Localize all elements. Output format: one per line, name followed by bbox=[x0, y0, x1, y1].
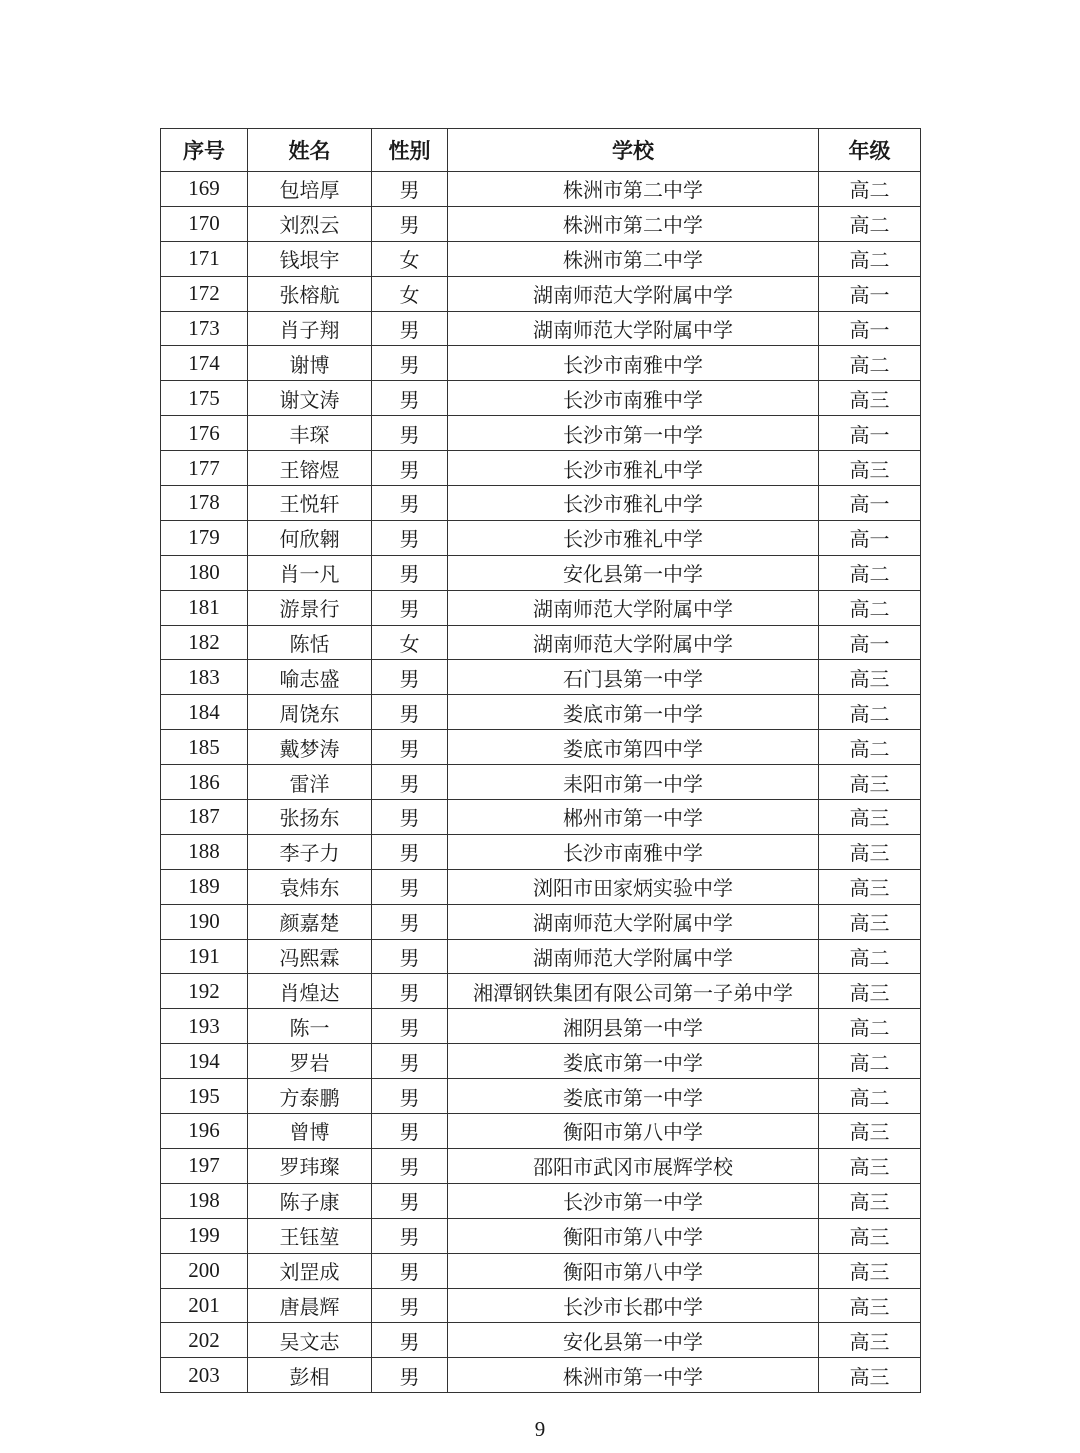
cell-name: 陈恬 bbox=[248, 625, 372, 660]
cell-grade: 高二 bbox=[819, 590, 921, 625]
cell-grade: 高二 bbox=[819, 241, 921, 276]
cell-seq: 175 bbox=[161, 381, 248, 416]
cell-gender: 男 bbox=[372, 486, 448, 521]
cell-school: 株洲市第二中学 bbox=[448, 241, 819, 276]
cell-gender: 男 bbox=[372, 695, 448, 730]
cell-gender: 男 bbox=[372, 416, 448, 451]
cell-seq: 200 bbox=[161, 1253, 248, 1288]
cell-grade: 高三 bbox=[819, 1288, 921, 1323]
cell-school: 衡阳市第八中学 bbox=[448, 1114, 819, 1149]
cell-seq: 186 bbox=[161, 765, 248, 800]
cell-name: 雷洋 bbox=[248, 765, 372, 800]
cell-seq: 188 bbox=[161, 834, 248, 869]
cell-gender: 男 bbox=[372, 1253, 448, 1288]
column-header-gender: 性别 bbox=[372, 129, 448, 172]
cell-seq: 176 bbox=[161, 416, 248, 451]
table-row bbox=[161, 1079, 921, 1114]
cell-name: 罗玮璨 bbox=[248, 1148, 372, 1183]
cell-school: 湖南师范大学附属中学 bbox=[448, 276, 819, 311]
cell-school: 耒阳市第一中学 bbox=[448, 765, 819, 800]
cell-grade: 高三 bbox=[819, 1253, 921, 1288]
cell-name: 肖煌达 bbox=[248, 974, 372, 1009]
cell-name: 谢博 bbox=[248, 346, 372, 381]
table-row bbox=[161, 241, 921, 276]
cell-school: 石门县第一中学 bbox=[448, 660, 819, 695]
cell-seq: 178 bbox=[161, 486, 248, 521]
cell-school: 安化县第一中学 bbox=[448, 555, 819, 590]
cell-seq: 201 bbox=[161, 1288, 248, 1323]
cell-school: 衡阳市第八中学 bbox=[448, 1253, 819, 1288]
table-row bbox=[161, 486, 921, 521]
cell-gender: 男 bbox=[372, 1148, 448, 1183]
cell-gender: 男 bbox=[372, 904, 448, 939]
cell-grade: 高二 bbox=[819, 939, 921, 974]
cell-seq: 181 bbox=[161, 590, 248, 625]
cell-grade: 高三 bbox=[819, 800, 921, 835]
table-header-row bbox=[161, 129, 921, 172]
cell-seq: 202 bbox=[161, 1323, 248, 1358]
cell-school: 湖南师范大学附属中学 bbox=[448, 904, 819, 939]
cell-school: 株洲市第二中学 bbox=[448, 172, 819, 207]
cell-seq: 184 bbox=[161, 695, 248, 730]
cell-school: 湖南师范大学附属中学 bbox=[448, 590, 819, 625]
cell-name: 周饶东 bbox=[248, 695, 372, 730]
cell-seq: 185 bbox=[161, 730, 248, 765]
cell-seq: 174 bbox=[161, 346, 248, 381]
table-row bbox=[161, 1044, 921, 1079]
table-row bbox=[161, 939, 921, 974]
table-row bbox=[161, 451, 921, 486]
cell-name: 王悦轩 bbox=[248, 486, 372, 521]
cell-school: 长沙市长郡中学 bbox=[448, 1288, 819, 1323]
cell-gender: 男 bbox=[372, 381, 448, 416]
cell-gender: 男 bbox=[372, 869, 448, 904]
cell-name: 谢文涛 bbox=[248, 381, 372, 416]
cell-school: 长沙市雅礼中学 bbox=[448, 486, 819, 521]
table-row bbox=[161, 1358, 921, 1393]
cell-gender: 男 bbox=[372, 800, 448, 835]
cell-gender: 男 bbox=[372, 206, 448, 241]
table-row bbox=[161, 416, 921, 451]
cell-gender: 男 bbox=[372, 520, 448, 555]
table-row bbox=[161, 346, 921, 381]
table-row bbox=[161, 1148, 921, 1183]
cell-school: 湖南师范大学附属中学 bbox=[448, 625, 819, 660]
cell-name: 张榕航 bbox=[248, 276, 372, 311]
table-row bbox=[161, 904, 921, 939]
cell-name: 唐晨辉 bbox=[248, 1288, 372, 1323]
cell-name: 袁炜东 bbox=[248, 869, 372, 904]
table-row bbox=[161, 172, 921, 207]
cell-gender: 男 bbox=[372, 1079, 448, 1114]
cell-name: 刘烈云 bbox=[248, 206, 372, 241]
cell-seq: 199 bbox=[161, 1218, 248, 1253]
cell-name: 戴梦涛 bbox=[248, 730, 372, 765]
cell-school: 娄底市第四中学 bbox=[448, 730, 819, 765]
table-row bbox=[161, 765, 921, 800]
cell-seq: 177 bbox=[161, 451, 248, 486]
table-row bbox=[161, 869, 921, 904]
cell-school: 郴州市第一中学 bbox=[448, 800, 819, 835]
cell-grade: 高三 bbox=[819, 451, 921, 486]
cell-grade: 高三 bbox=[819, 834, 921, 869]
cell-seq: 194 bbox=[161, 1044, 248, 1079]
cell-gender: 男 bbox=[372, 172, 448, 207]
cell-seq: 171 bbox=[161, 241, 248, 276]
table-row bbox=[161, 695, 921, 730]
cell-name: 李子力 bbox=[248, 834, 372, 869]
cell-school: 娄底市第一中学 bbox=[448, 1079, 819, 1114]
cell-name: 陈一 bbox=[248, 1009, 372, 1044]
table-row bbox=[161, 730, 921, 765]
cell-name: 王镕煜 bbox=[248, 451, 372, 486]
cell-school: 湘阴县第一中学 bbox=[448, 1009, 819, 1044]
cell-gender: 男 bbox=[372, 1114, 448, 1149]
cell-seq: 192 bbox=[161, 974, 248, 1009]
cell-seq: 196 bbox=[161, 1114, 248, 1149]
cell-gender: 男 bbox=[372, 311, 448, 346]
cell-grade: 高一 bbox=[819, 311, 921, 346]
cell-school: 邵阳市武冈市展辉学校 bbox=[448, 1148, 819, 1183]
cell-gender: 女 bbox=[372, 276, 448, 311]
cell-gender: 男 bbox=[372, 590, 448, 625]
table-row bbox=[161, 1253, 921, 1288]
cell-name: 罗岩 bbox=[248, 1044, 372, 1079]
cell-name: 吴文志 bbox=[248, 1323, 372, 1358]
cell-grade: 高二 bbox=[819, 695, 921, 730]
table-row bbox=[161, 625, 921, 660]
cell-school: 湖南师范大学附属中学 bbox=[448, 311, 819, 346]
column-header-seq: 序号 bbox=[161, 129, 248, 172]
cell-grade: 高一 bbox=[819, 625, 921, 660]
cell-grade: 高二 bbox=[819, 206, 921, 241]
table-row bbox=[161, 1114, 921, 1149]
table-row bbox=[161, 206, 921, 241]
cell-gender: 男 bbox=[372, 1288, 448, 1323]
cell-grade: 高三 bbox=[819, 1183, 921, 1218]
cell-school: 长沙市第一中学 bbox=[448, 1183, 819, 1218]
cell-school: 长沙市南雅中学 bbox=[448, 346, 819, 381]
cell-name: 游景行 bbox=[248, 590, 372, 625]
cell-gender: 男 bbox=[372, 555, 448, 590]
cell-name: 肖一凡 bbox=[248, 555, 372, 590]
cell-school: 株洲市第二中学 bbox=[448, 206, 819, 241]
cell-name: 喻志盛 bbox=[248, 660, 372, 695]
cell-name: 颜嘉楚 bbox=[248, 904, 372, 939]
cell-grade: 高二 bbox=[819, 1009, 921, 1044]
cell-gender: 男 bbox=[372, 660, 448, 695]
cell-name: 肖子翔 bbox=[248, 311, 372, 346]
table-row bbox=[161, 1288, 921, 1323]
cell-gender: 男 bbox=[372, 834, 448, 869]
cell-seq: 180 bbox=[161, 555, 248, 590]
cell-seq: 198 bbox=[161, 1183, 248, 1218]
cell-gender: 男 bbox=[372, 939, 448, 974]
table-row bbox=[161, 276, 921, 311]
cell-seq: 172 bbox=[161, 276, 248, 311]
cell-gender: 女 bbox=[372, 625, 448, 660]
table-row bbox=[161, 520, 921, 555]
cell-gender: 男 bbox=[372, 1218, 448, 1253]
cell-grade: 高三 bbox=[819, 904, 921, 939]
student-roster-table bbox=[160, 128, 921, 1393]
cell-grade: 高三 bbox=[819, 869, 921, 904]
cell-seq: 173 bbox=[161, 311, 248, 346]
column-header-school: 学校 bbox=[448, 129, 819, 172]
cell-gender: 男 bbox=[372, 730, 448, 765]
table-row bbox=[161, 800, 921, 835]
cell-name: 包培厚 bbox=[248, 172, 372, 207]
cell-name: 丰琛 bbox=[248, 416, 372, 451]
table-row bbox=[161, 660, 921, 695]
column-header-grade: 年级 bbox=[819, 129, 921, 172]
cell-grade: 高二 bbox=[819, 730, 921, 765]
cell-grade: 高三 bbox=[819, 1148, 921, 1183]
cell-name: 王钰堃 bbox=[248, 1218, 372, 1253]
cell-grade: 高三 bbox=[819, 1323, 921, 1358]
table-row bbox=[161, 1183, 921, 1218]
cell-school: 长沙市雅礼中学 bbox=[448, 520, 819, 555]
column-header-name: 姓名 bbox=[248, 129, 372, 172]
cell-seq: 182 bbox=[161, 625, 248, 660]
cell-grade: 高三 bbox=[819, 1218, 921, 1253]
cell-grade: 高二 bbox=[819, 1044, 921, 1079]
cell-name: 陈子康 bbox=[248, 1183, 372, 1218]
table-row bbox=[161, 1323, 921, 1358]
cell-seq: 195 bbox=[161, 1079, 248, 1114]
cell-seq: 169 bbox=[161, 172, 248, 207]
cell-name: 彭相 bbox=[248, 1358, 372, 1393]
cell-school: 浏阳市田家炳实验中学 bbox=[448, 869, 819, 904]
cell-name: 张扬东 bbox=[248, 800, 372, 835]
table-row bbox=[161, 381, 921, 416]
cell-school: 湖南师范大学附属中学 bbox=[448, 939, 819, 974]
cell-seq: 189 bbox=[161, 869, 248, 904]
cell-grade: 高三 bbox=[819, 1358, 921, 1393]
cell-name: 方泰鹏 bbox=[248, 1079, 372, 1114]
table-body bbox=[161, 172, 921, 1393]
cell-seq: 190 bbox=[161, 904, 248, 939]
cell-school: 长沙市南雅中学 bbox=[448, 381, 819, 416]
cell-name: 冯熙霖 bbox=[248, 939, 372, 974]
table-row bbox=[161, 555, 921, 590]
cell-school: 长沙市第一中学 bbox=[448, 416, 819, 451]
table-row bbox=[161, 311, 921, 346]
table-row bbox=[161, 974, 921, 1009]
cell-grade: 高三 bbox=[819, 1114, 921, 1149]
cell-gender: 男 bbox=[372, 765, 448, 800]
cell-name: 曾博 bbox=[248, 1114, 372, 1149]
cell-grade: 高三 bbox=[819, 381, 921, 416]
cell-grade: 高一 bbox=[819, 416, 921, 451]
table-row bbox=[161, 590, 921, 625]
cell-school: 株洲市第一中学 bbox=[448, 1358, 819, 1393]
cell-name: 何欣翱 bbox=[248, 520, 372, 555]
cell-school: 湘潭钢铁集团有限公司第一子弟中学 bbox=[448, 974, 819, 1009]
cell-seq: 187 bbox=[161, 800, 248, 835]
cell-gender: 男 bbox=[372, 346, 448, 381]
cell-seq: 179 bbox=[161, 520, 248, 555]
cell-seq: 193 bbox=[161, 1009, 248, 1044]
cell-gender: 男 bbox=[372, 1183, 448, 1218]
page-number: 9 bbox=[534, 1417, 546, 1441]
cell-seq: 183 bbox=[161, 660, 248, 695]
cell-school: 衡阳市第八中学 bbox=[448, 1218, 819, 1253]
cell-grade: 高三 bbox=[819, 765, 921, 800]
table-row bbox=[161, 834, 921, 869]
cell-grade: 高三 bbox=[819, 974, 921, 1009]
cell-grade: 高二 bbox=[819, 172, 921, 207]
cell-school: 长沙市雅礼中学 bbox=[448, 451, 819, 486]
cell-gender: 男 bbox=[372, 1358, 448, 1393]
cell-school: 娄底市第一中学 bbox=[448, 1044, 819, 1079]
cell-school: 长沙市南雅中学 bbox=[448, 834, 819, 869]
cell-gender: 男 bbox=[372, 1044, 448, 1079]
cell-gender: 男 bbox=[372, 974, 448, 1009]
cell-gender: 男 bbox=[372, 1009, 448, 1044]
cell-grade: 高三 bbox=[819, 660, 921, 695]
cell-gender: 女 bbox=[372, 241, 448, 276]
cell-seq: 203 bbox=[161, 1358, 248, 1393]
cell-gender: 男 bbox=[372, 1323, 448, 1358]
cell-school: 安化县第一中学 bbox=[448, 1323, 819, 1358]
cell-grade: 高一 bbox=[819, 276, 921, 311]
cell-seq: 197 bbox=[161, 1148, 248, 1183]
cell-grade: 高二 bbox=[819, 346, 921, 381]
cell-name: 刘罡成 bbox=[248, 1253, 372, 1288]
cell-grade: 高二 bbox=[819, 555, 921, 590]
cell-gender: 男 bbox=[372, 451, 448, 486]
table-row bbox=[161, 1218, 921, 1253]
cell-seq: 191 bbox=[161, 939, 248, 974]
table-row bbox=[161, 1009, 921, 1044]
cell-seq: 170 bbox=[161, 206, 248, 241]
cell-name: 钱垠宇 bbox=[248, 241, 372, 276]
cell-school: 娄底市第一中学 bbox=[448, 695, 819, 730]
cell-grade: 高二 bbox=[819, 1079, 921, 1114]
cell-grade: 高一 bbox=[819, 520, 921, 555]
cell-grade: 高一 bbox=[819, 486, 921, 521]
